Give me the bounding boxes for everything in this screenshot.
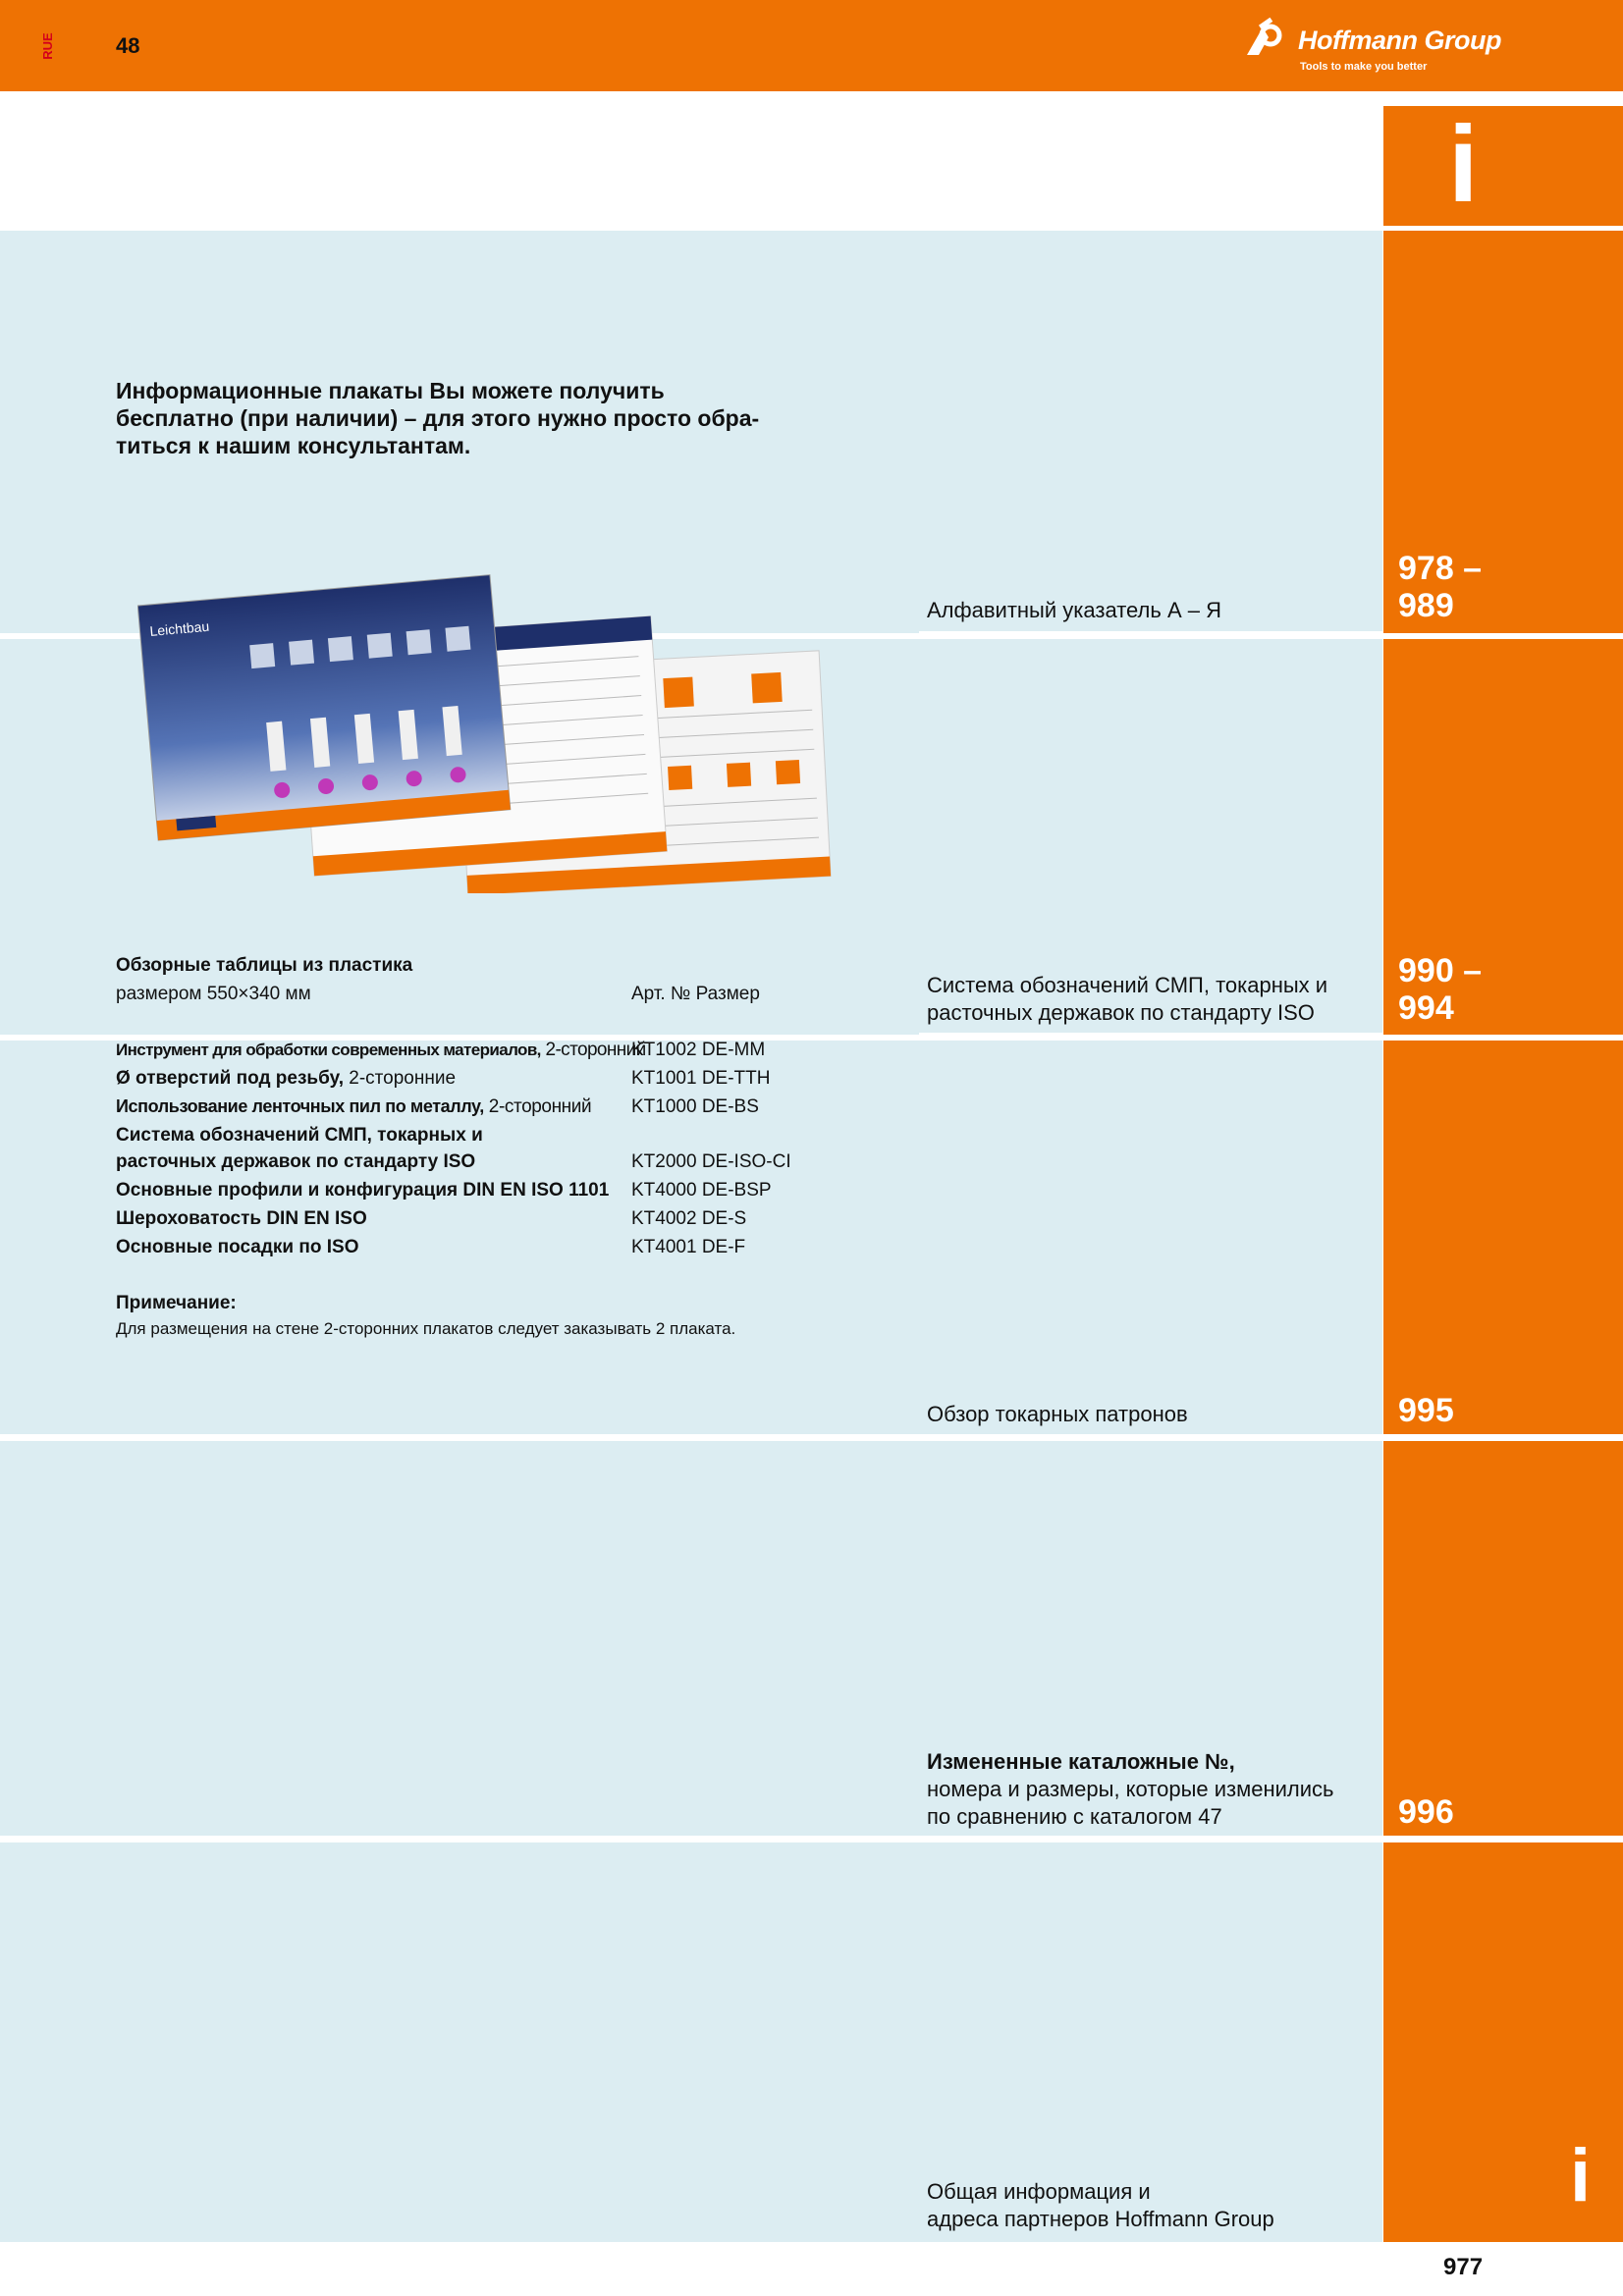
note-title: Примечание:: [116, 1293, 237, 1313]
divider: [919, 1033, 1382, 1039]
row-name: Инструмент для обработки современных материалов,: [116, 1041, 541, 1059]
intro-text: [116, 377, 823, 459]
row-name: Основные посадки по ISO: [116, 1237, 359, 1257]
section-pages: 995: [1398, 1392, 1454, 1429]
row-name: расточных державок по стандарту ISO: [116, 1151, 476, 1172]
row-code: KT4001 DE-F: [631, 1237, 746, 1257]
row-name-rest: 2-сторонний: [483, 1096, 592, 1117]
intro-line: титься к нашим консультантам.: [116, 433, 471, 458]
table-title: Обзорные таблицы из пластика: [116, 955, 413, 976]
poster-title: Leichtbau: [148, 617, 210, 640]
page-number: 977: [1443, 2254, 1484, 2280]
row-code: KT1000 DE-BS: [631, 1096, 759, 1117]
table-subtitle: размером 550×340 мм: [116, 984, 311, 1004]
section-title[interactable]: Алфавитный указатель А – Я: [927, 598, 1221, 622]
tab-letter: i: [1448, 104, 1479, 225]
row-name: Ø отверстий под резьбу,: [116, 1068, 344, 1089]
info-icon: i: [1570, 2134, 1592, 2217]
row-code: KT4000 DE-BSP: [631, 1180, 772, 1201]
table-row: [116, 1065, 456, 1092]
row-code: KT2000 DE-ISO-CI: [631, 1151, 791, 1172]
brand-name: Hoffmann Group: [1298, 26, 1501, 55]
panel-5: [0, 1842, 1382, 2242]
section-title[interactable]: Общая информация и: [927, 2179, 1151, 2204]
row-name-rest: 2-сторонние: [343, 1068, 457, 1089]
brand-tagline: Tools to make you better: [1300, 61, 1428, 73]
tab-header: [1383, 106, 1623, 226]
row-name-rest: 2-сторонний: [540, 1040, 646, 1060]
poster-collage-icon: [137, 569, 844, 893]
row-name: Основные профили и конфигурация DIN EN ISO 1101: [116, 1180, 610, 1201]
tab-changes: [1383, 1441, 1623, 1836]
language-code: RUE: [39, 32, 55, 60]
section-title[interactable]: Измененные каталожные №,: [927, 1749, 1235, 1774]
table-row: [116, 1094, 591, 1120]
row-name: Система обозначений СМП, токарных и: [116, 1125, 483, 1146]
section-title[interactable]: Обзор токарных патронов: [927, 1402, 1188, 1426]
row-code: KT1001 DE-TTH: [631, 1068, 771, 1089]
section-title[interactable]: Система обозначений СМП, токарных и: [927, 973, 1328, 997]
section-title[interactable]: расточных державок по стандарту ISO: [927, 1000, 1315, 1025]
section-pages: 996: [1398, 1793, 1454, 1831]
table-row: [116, 1037, 646, 1063]
tab-chucks: [1383, 1041, 1623, 1434]
section-pages: 989: [1398, 587, 1454, 624]
divider: [919, 631, 1382, 637]
intro-line: бесплатно (при наличии) – для этого нужно просто обра-: [116, 405, 760, 431]
row-code: KT4002 DE-S: [631, 1208, 747, 1229]
section-pages: 978 –: [1398, 550, 1483, 587]
section-title[interactable]: по сравнению с каталогом 47: [927, 1804, 1222, 1829]
catalog-number: 48: [116, 33, 140, 58]
table-col-header: Арт. № Размер: [631, 984, 760, 1004]
tab-info: [1383, 1842, 1623, 2242]
section-pages: 994: [1398, 989, 1454, 1027]
section-pages: 990 –: [1398, 952, 1483, 989]
row-name: Использование ленточных пил по металлу,: [116, 1096, 484, 1116]
row-code: KT1002 DE-MM: [631, 1040, 766, 1060]
section-title[interactable]: номера и размеры, которые изменились: [927, 1777, 1334, 1801]
row-name: Шероховатость DIN EN ISO: [116, 1208, 367, 1229]
intro-line: Информационные плакаты Вы можете получить: [116, 378, 665, 403]
note-text: Для размещения на стене 2-сторонних плакатов следует заказывать 2 плаката.: [116, 1319, 736, 1338]
section-title[interactable]: адреса партнеров Hoffmann Group: [927, 2207, 1274, 2231]
